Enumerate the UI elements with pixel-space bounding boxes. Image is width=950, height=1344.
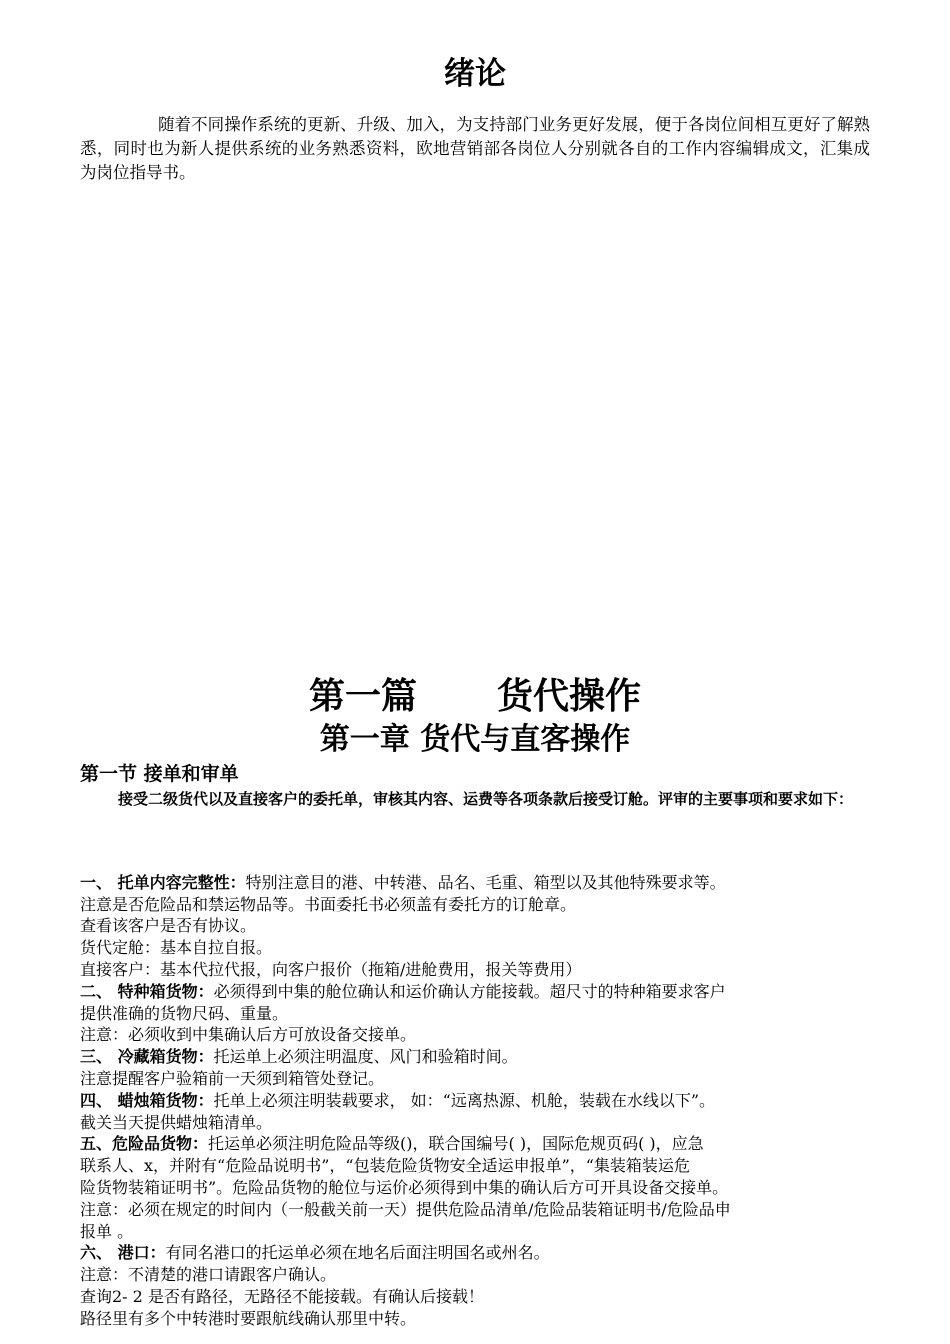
body-line: 二、 特种箱货物：必须得到中集的舱位确认和运价确认方能接载。超尺寸的特种箱要求客户 bbox=[80, 981, 726, 1001]
body-line: 注意：必须在规定的时间内（一般截关前一天）提供危险品清单/危险品装箱证明书/危险品申 bbox=[80, 1199, 731, 1219]
part-name: 货代操作 bbox=[497, 676, 642, 717]
body-line: 险货物装箱证明书”。危险品货物的舱位与运价必须得到中集的确认后方可开具设备交接单。 bbox=[80, 1177, 729, 1197]
body-line: 注意提醒客户验箱前一天须到箱管处登记。 bbox=[80, 1068, 385, 1088]
body-line: 注意是否危险品和禁运物品等。书面委托书必须盖有委托方的订舱章。 bbox=[80, 894, 577, 914]
body-line: 注意：不清楚的港口请跟客户确认。 bbox=[80, 1265, 337, 1285]
body-line: 提供准确的货物尺码、重量。 bbox=[80, 1003, 289, 1023]
body-line: 截关当天提供蜡烛箱清单。 bbox=[80, 1112, 273, 1132]
part-number: 第一篇 bbox=[308, 676, 417, 717]
body-line bbox=[80, 850, 870, 872]
body-line: 查看该客户是否有协议。 bbox=[80, 916, 257, 936]
part-heading bbox=[0, 672, 950, 722]
body-line: 注意：必须收到中集确认后方可放设备交接单。 bbox=[80, 1025, 417, 1045]
body-line: 报单 。 bbox=[80, 1221, 134, 1241]
body-line: 三、 冷藏箱货物：托运单上必须注明温度、风门和验箱时间。 bbox=[80, 1047, 518, 1067]
body-line: 路径里有多个中转港时要跟航线确认那里中转。 bbox=[80, 1308, 417, 1328]
body-line: 查询2- 2 是否有路径，无路径不能接载。有确认后接载！ bbox=[80, 1286, 484, 1306]
body-line: 六、 港口：有同名港口的托运单必须在地名后面注明国名或州名。 bbox=[80, 1243, 550, 1263]
body-line: 货代定舱：基本自拉自报。 bbox=[80, 938, 273, 958]
body-line: 四、 蜡烛箱货物：托单上必须注明装载要求， 如：“远离热源、机舱，装载在水线以下”。 bbox=[80, 1090, 716, 1110]
section-body bbox=[80, 850, 870, 1330]
body-line: 一、 托单内容完整性：特别注意目的港、中转港、品名、毛重、箱型以及其他特殊要求等。 bbox=[80, 872, 726, 892]
body-line: 联系人、x，并附有“危险品说明书”，“包装危险货物安全适运申报单”，“集装箱装运危 bbox=[80, 1156, 690, 1176]
intro-title: 绪论 bbox=[444, 56, 506, 92]
section-heading: 第一节 接单和审单 bbox=[80, 763, 239, 785]
chapter-heading: 第一章 货代与直客操作 bbox=[319, 722, 631, 757]
body-line: 直接客户：基本代拉代报，向客户报价（拖箱/进舱费用，报关等费用） bbox=[80, 959, 582, 979]
intro-paragraph: 随着不同操作系统的更新、升级、加入，为支持部门业务更好发展，便于各岗位间相互更好了解熟悉，同时也为新人提供系统的业务熟悉资料，欧地营销部各岗位人分别就各自的工作内容编辑成文，汇集成为岗位指导书。 bbox=[80, 115, 870, 182]
body-line: 五、危险品货物：托运单必须注明危险品等级()，联合国编号( )，国际危规页码( )，应急 bbox=[80, 1134, 704, 1154]
section-intro: 接受二级货代以及直接客户的委托单，审核其内容、运费等各项条款后接受订舱。评审的主要事项和要求如下： bbox=[118, 790, 854, 808]
